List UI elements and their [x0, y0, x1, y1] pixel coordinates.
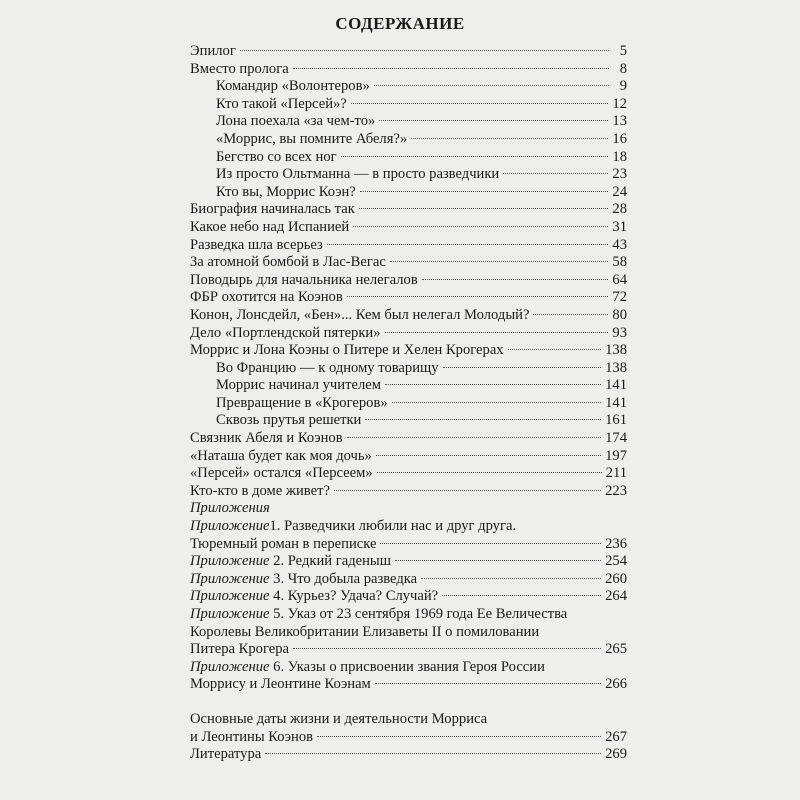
toc-entry-page: 174 — [605, 430, 627, 447]
toc-entry-page: 58 — [612, 254, 627, 271]
toc-entry — [190, 483, 627, 501]
toc-subentry — [190, 166, 627, 184]
toc-entry-title: ФБР охотится на Коэнов — [190, 289, 343, 306]
toc-entry-page: 24 — [612, 183, 627, 200]
toc-entry — [190, 746, 627, 764]
appendix-entry — [190, 659, 627, 694]
appendix-entry — [190, 571, 627, 589]
appendix-number: 3. — [273, 570, 285, 587]
toc-entry-page: 18 — [612, 148, 627, 165]
toc-entry-title: Сквозь прутья решетки — [216, 412, 362, 429]
toc-entry — [190, 289, 627, 307]
toc-entry-title: Какое небо над Испанией — [190, 218, 350, 235]
toc-entry-title: Кто такой «Персей»? — [216, 95, 347, 112]
toc-entry-page: 64 — [612, 271, 627, 288]
toc-subentry — [190, 78, 627, 96]
toc-entry-title: За атомной бомбой в Лас-Вегас — [190, 254, 386, 271]
toc-entry-title: Конон, Лонсдейл, «Бен»... Кем был нелегал Молодый? — [190, 306, 530, 323]
toc-entry-title: Основные даты жизни и деятельности Морриса — [190, 710, 488, 727]
appendix-number: 5. — [273, 606, 285, 622]
dot-leader — [385, 332, 609, 333]
toc-entry — [190, 448, 627, 466]
toc-entry-page: 138 — [605, 342, 627, 359]
appendix-title-line: Королевы Великобритании Елизаветы II о помиловании — [190, 623, 540, 640]
toc-entry-page: 5 — [619, 43, 627, 59]
toc-entry-page: 28 — [612, 201, 627, 218]
toc-entry-page: 141 — [605, 377, 627, 394]
dot-leader — [533, 314, 608, 315]
toc-entry-title: Из просто Ольтманна — в просто разведчики — [216, 166, 500, 183]
toc-entry-title: Командир «Волонтеров» — [216, 78, 370, 95]
toc-subentry — [190, 149, 627, 167]
appendix-number: 4. — [273, 588, 285, 605]
dot-leader — [240, 50, 609, 51]
dot-leader — [265, 753, 601, 754]
appendix-title-line: Указ от 23 сентября 1969 года Ее Величества — [284, 606, 568, 622]
dot-leader — [317, 736, 601, 737]
dot-leader — [442, 595, 601, 596]
toc-subentry — [190, 131, 627, 149]
toc-entry-title: Превращение в «Крогеров» — [216, 394, 388, 411]
toc-entry-page: 23 — [612, 166, 627, 183]
toc-entry-page: 138 — [605, 359, 627, 376]
appendix-title-line: Тюремный роман в переписке — [190, 535, 377, 552]
toc-entry-title: Вместо пролога — [190, 60, 289, 77]
dot-leader — [334, 490, 601, 491]
toc-entry-page: 9 — [619, 78, 627, 95]
dot-leader — [422, 279, 609, 280]
toc-entry-title: Литература — [190, 746, 262, 763]
dot-leader — [503, 173, 608, 174]
toc-entry-title: Биография начиналась так — [190, 201, 355, 218]
appendix-title-line: Разведчики любили нас и друг друга. — [280, 518, 517, 535]
appendix-heading: Приложения — [190, 500, 270, 517]
dot-leader — [353, 226, 608, 227]
dot-leader — [392, 402, 601, 403]
dot-leader — [508, 349, 602, 350]
appendix-title-line: Редкий гаденыш — [284, 553, 391, 570]
dot-leader — [390, 261, 609, 262]
toc-entry-page: 223 — [605, 482, 627, 499]
toc-entry-page: 8 — [619, 60, 627, 77]
appendix-entry — [190, 606, 627, 659]
toc-subentry — [190, 96, 627, 114]
spacer — [190, 694, 627, 711]
toc-entry-page: 72 — [612, 289, 627, 306]
toc-entry-page: 93 — [612, 324, 627, 341]
toc-entry-page: 260 — [605, 570, 627, 587]
dot-leader — [374, 85, 609, 86]
appendix-title-line: Курьез? Удача? Случай? — [284, 588, 439, 605]
toc-entry-title: «Персей» остался «Персеем» — [190, 465, 373, 482]
appendix-number: 1. — [269, 518, 281, 535]
toc-subentry — [190, 360, 627, 378]
toc-entry — [190, 272, 627, 290]
toc-entry-page: 12 — [612, 95, 627, 112]
dot-leader — [293, 68, 609, 69]
dot-leader — [379, 120, 608, 121]
toc-entry-page: 13 — [612, 113, 627, 130]
toc-entry-title: Моррис начинал учителем — [216, 377, 381, 394]
toc-entry — [190, 61, 627, 79]
appendix-number: 2. — [273, 553, 285, 570]
toc-subentry — [190, 412, 627, 430]
toc-entry-title: Бегство со всех ног — [216, 148, 337, 165]
dot-leader — [347, 296, 609, 297]
toc-entry — [190, 219, 627, 237]
toc-entry — [190, 237, 627, 255]
toc-entry-page: 141 — [605, 394, 627, 411]
dot-leader — [421, 578, 601, 579]
dot-leader — [360, 191, 609, 192]
toc-entry — [190, 325, 627, 343]
dot-leader — [293, 648, 601, 649]
appendix-entry — [190, 588, 627, 606]
dot-leader — [377, 472, 602, 473]
dot-leader — [443, 367, 602, 368]
toc-entry-title: Поводырь для начальника нелегалов — [190, 271, 418, 288]
appendix-title-line: Указы о присвоении звания Героя России — [284, 658, 545, 675]
toc-subentry — [190, 113, 627, 131]
toc-entry-title: Эпилог — [190, 43, 236, 59]
appendix-word: Приложение — [190, 658, 270, 675]
toc-entry-page: 161 — [605, 412, 627, 429]
toc-subentry — [190, 395, 627, 413]
toc-entry-page: 254 — [605, 553, 627, 570]
toc-entry — [190, 342, 627, 360]
toc-entry-page: 269 — [605, 746, 627, 763]
toc-entry-title: Кто-кто в доме живет? — [190, 482, 330, 499]
toc-entry-page: 197 — [605, 447, 627, 464]
toc-entry-title: Лона поехала «за чем-то» — [216, 113, 376, 130]
dot-leader — [395, 560, 601, 561]
appendix-title-line: Моррису и Леонтине Коэнам — [190, 676, 371, 693]
dot-leader — [376, 455, 601, 456]
dot-leader — [380, 543, 601, 544]
toc-entry-title: «Моррис, вы помните Абеля?» — [216, 130, 408, 147]
toc-entry-title: Во Францию — к одному товарищу — [216, 359, 439, 376]
toc-entry-page: 31 — [612, 218, 627, 235]
dot-leader — [385, 384, 601, 385]
toc-entry-title: «Наташа будет как моя дочь» — [190, 447, 372, 464]
appendix-title-line: Питера Крогера — [190, 641, 289, 658]
appendix-entry — [190, 518, 627, 553]
dot-leader — [351, 103, 609, 104]
page-title: СОДЕРЖАНИЕ — [335, 14, 465, 33]
table-of-contents — [190, 43, 627, 764]
appendix-word: Приложение — [190, 606, 270, 622]
appendix-title-line: Что добыла разведка — [284, 570, 418, 587]
toc-subentry — [190, 377, 627, 395]
appendix-entry — [190, 553, 627, 571]
appendix-word: Приложение — [190, 570, 270, 587]
dot-leader — [341, 156, 609, 157]
dot-leader — [327, 244, 609, 245]
dot-leader — [359, 208, 609, 209]
toc-entry-page: 80 — [612, 306, 627, 323]
toc-entry-page: 236 — [605, 535, 627, 552]
appendix-word: Приложение — [190, 588, 270, 605]
toc-entry-page: 211 — [605, 465, 627, 482]
toc-entry — [190, 307, 627, 325]
dot-leader — [411, 138, 608, 139]
toc-entry — [190, 430, 627, 448]
dot-leader — [375, 683, 601, 684]
dot-leader — [347, 437, 601, 438]
toc-entry-page: 267 — [605, 728, 627, 745]
toc-entry-title: и Леонтины Коэнов — [190, 728, 314, 745]
dot-leader — [365, 419, 601, 420]
toc-entry — [190, 254, 627, 272]
toc-entry-page: 43 — [612, 236, 627, 253]
toc-entry-title: Разведка шла всерьез — [190, 236, 323, 253]
toc-entry-page: 266 — [605, 676, 627, 693]
appendix-word: Приложение — [190, 553, 270, 570]
toc-entry-page: 264 — [605, 588, 627, 605]
appendix-number: 6. — [273, 658, 285, 675]
toc-entry — [190, 465, 627, 483]
toc-entry — [190, 43, 627, 61]
toc-entry — [190, 201, 627, 219]
appendix-word: Приложение — [190, 518, 270, 535]
toc-entry-page: 265 — [605, 641, 627, 658]
toc-entry-title: Дело «Портлендской пятерки» — [190, 324, 381, 341]
toc-entry-title: Моррис и Лона Коэны о Питере и Хелен Крогерах — [190, 342, 504, 359]
toc-entry-title: Связник Абеля и Коэнов — [190, 430, 343, 447]
toc-entry — [190, 711, 627, 746]
toc-entry-page: 16 — [612, 130, 627, 147]
toc-entry-title: Кто вы, Моррис Коэн? — [216, 183, 356, 200]
toc-subentry — [190, 184, 627, 202]
